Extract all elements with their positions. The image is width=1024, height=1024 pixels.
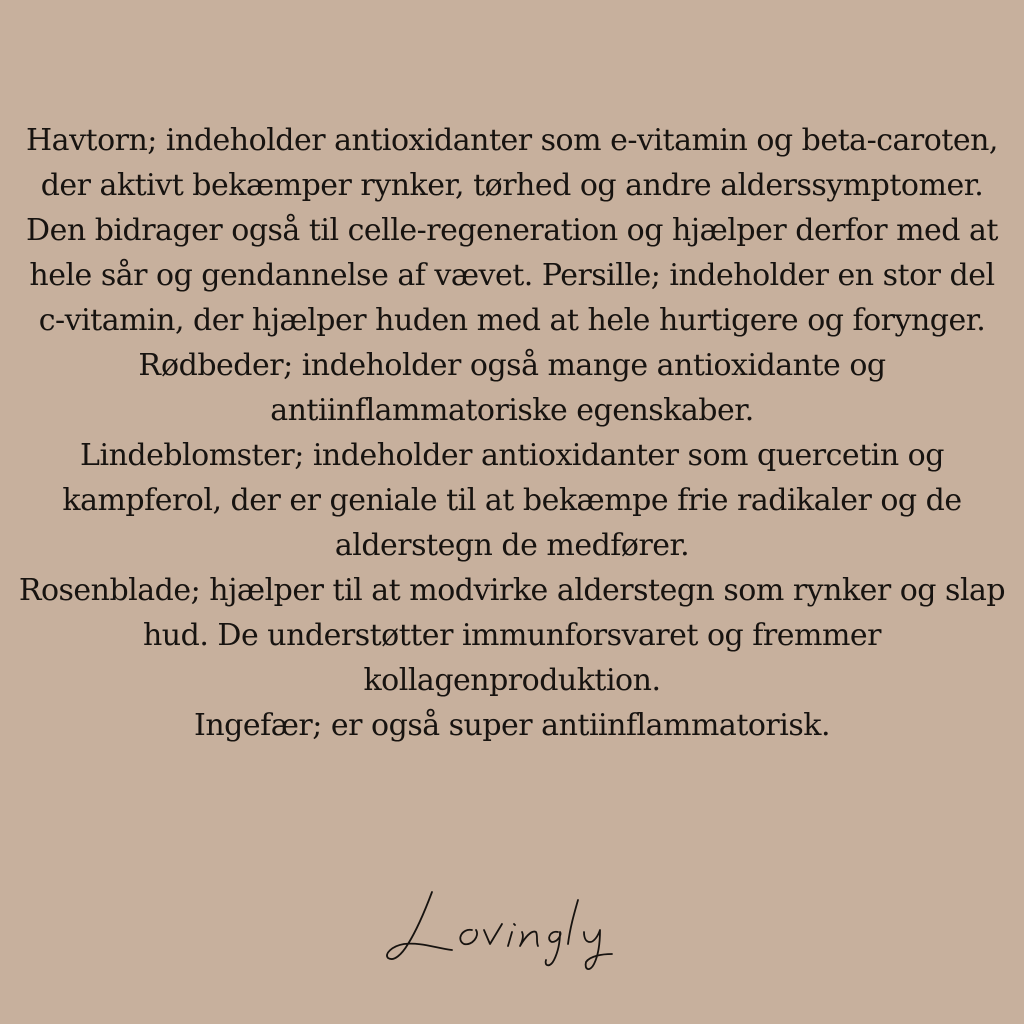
text-line: kollagenproduktion. bbox=[363, 663, 661, 698]
lovingly-signature-logo bbox=[380, 880, 650, 980]
text-line: Ingefær; er også super antiinflammatorisk. bbox=[194, 708, 830, 743]
text-line: c-vitamin, der hjælper huden med at hele hurtigere og forynger. bbox=[38, 303, 986, 338]
text-line: alderstegn de medfører. bbox=[334, 528, 690, 563]
text-line: antiinflammatoriske egenskaber. bbox=[270, 393, 754, 428]
text-line: kampferol, der er geniale til at bekæmpe frie radikaler og de bbox=[62, 483, 962, 518]
text-line: Den bidrager også til celle-regeneration og hjælper derfor med at bbox=[26, 213, 998, 248]
text-line: hud. De understøtter immunforsvaret og fremmer bbox=[142, 618, 881, 653]
body-text bbox=[0, 118, 1024, 748]
text-line: hele sår og gendannelse af vævet. Persille; indeholder en stor del bbox=[29, 258, 995, 293]
text-line: Havtorn; indeholder antioxidanter som e-vitamin og beta-caroten, bbox=[26, 123, 998, 158]
text-line: Rosenblade; hjælper til at modvirke alderstegn som rynker og slap bbox=[18, 573, 1006, 608]
text-line: der aktivt bekæmper rynker, tørhed og andre alderssymptomer. bbox=[40, 168, 984, 203]
text-line: Lindeblomster; indeholder antioxidanter som quercetin og bbox=[80, 438, 944, 473]
text-line: Rødbeder; indeholder også mange antioxidante og bbox=[138, 348, 886, 383]
